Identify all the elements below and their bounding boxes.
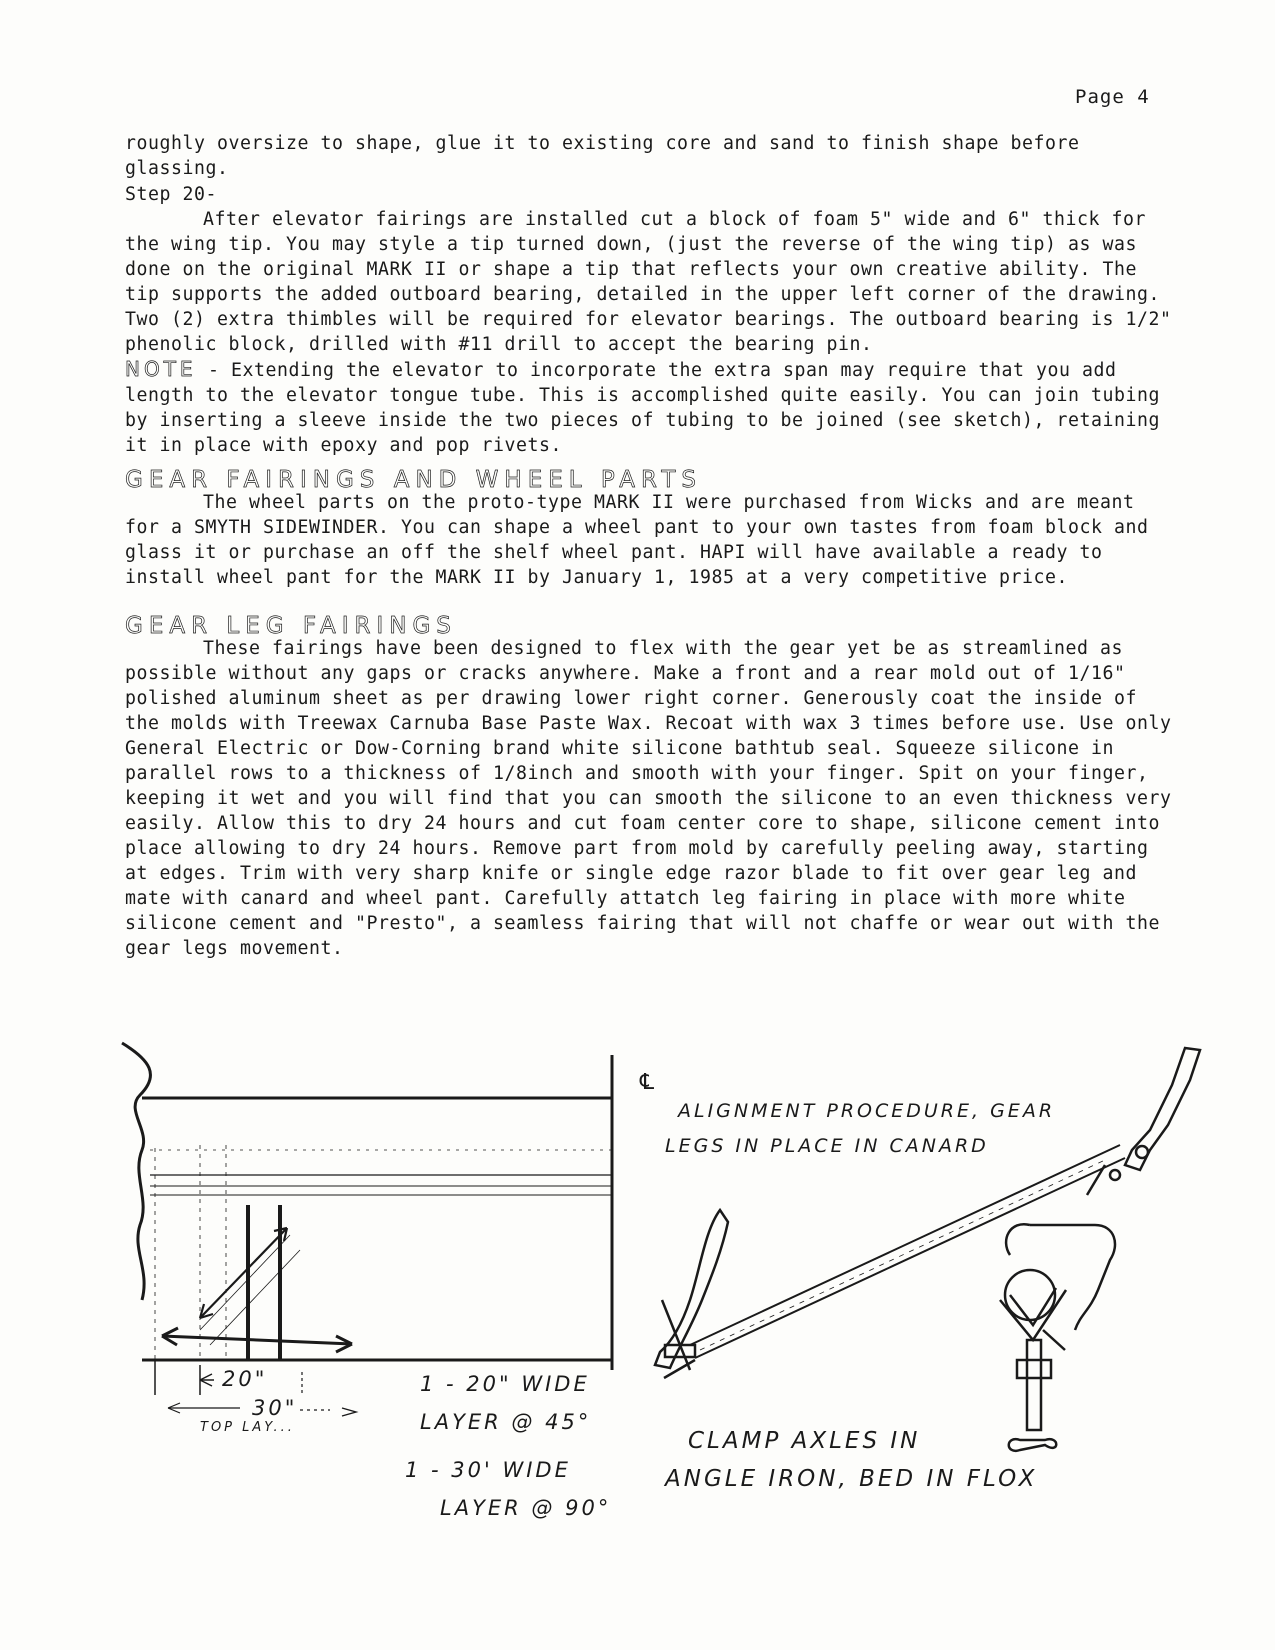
clamp-caption-1: CLAMP AXLES IN — [688, 1428, 921, 1454]
gear-fairings-body: The wheel parts on the proto-type MARK II were purchased from Wicks and are meant for a SMYTH SIDEWINDER. You can shape a wheel pant to your own tastes from foam block and glass it or purchase an off the shelf wheel pant. HAPI will have available a ready to install wheel pant for the MARK II by January 1, 1985 at a very competitive price. — [125, 492, 1149, 588]
dim-20-label: 20" — [222, 1367, 268, 1391]
step-20-body: After elevator fairings are installed cut a block of foam 5" wide and 6" thick for the wing tip. You may style a tip turned down, (just the reverse of the wing tip) as was done on the original MARK II or shape a tip that reflects your own creative ability. The tip supports the added outboard bearing, detailed in the upper left corner of the drawing. Two (2) extra thimbles will be required for elevator bearings. The outboard bearing is 1/2" phenolic block, drilled with #11 drill to accept the bearing pin. — [125, 209, 1172, 355]
top-layer-label: TOP LAY... — [200, 1420, 295, 1435]
layup-sketch — [122, 1043, 612, 1416]
alignment-title-1: ALIGNMENT PROCEDURE, GEAR — [678, 1100, 1056, 1122]
clamp-caption-2: ANGLE IRON, BED IN FLOX — [665, 1466, 1038, 1492]
gear-leg-fairings-body: These fairings have been designed to flex with the gear yet be as streamlined as possible without any gaps or cracks anywhere. Make a front and a rear mold out of 1/16" polished aluminum sheet as per drawing lower right corner. Generously coat the inside of the molds with Treewax Carnuba Base Paste Wax. Recoat with wax 3 times before use. Use only General Electric or Dow-Corning brand white silicone bathtub seal. Squeeze silicone in parallel rows to a thickness of 1/8inch and smooth with your finger. Spit on your finger, keeping it wet and you will find that you can smooth the silicone to an even thickness very easily. Allow this to dry 24 hours and cut foam center core to shape, silicone cement into place allowing to dry 24 hours. Remove part from mold by carefully peeling away, starting at edges. Trim with very sharp knife or single edge razor blade to fit over gear leg and mate with canard and wheel pant. Carefully attatch leg fairing in place with more white silicone cement and "Presto", a seamless fairing that will not chaffe or wear out with the gear legs movement. — [125, 638, 1172, 959]
centerline-symbol: ℄ — [637, 1070, 660, 1095]
heading-gear-leg-fairings: GEAR LEG FAIRINGS — [125, 613, 457, 639]
alignment-title-2: LEGS IN PLACE IN CANARD — [665, 1135, 989, 1157]
intro-line-text: roughly oversize to shape, glue it to existing core and sand to finish shape before glassing. — [125, 133, 1080, 179]
dim-30-label: 30" — [252, 1396, 298, 1420]
note-body: - Extending the elevator to incorporate the extra span may require that you add length to the elevator tongue tube. This is accomplished quite easily. You can join tubing by inserting a sleeve inside the two pieces of tubing to be joined (see sketch), retaining it in place with epoxy and pop rivets. — [125, 360, 1160, 456]
page-number: Page 4 — [1075, 86, 1150, 108]
layup-note-2: 1 - 30' WIDE — [405, 1458, 571, 1482]
heading-gear-fairings: GEAR FAIRINGS AND WHEEL PARTS — [125, 467, 702, 493]
layup-note-1b: LAYER @ 45° — [420, 1410, 592, 1434]
note-label: NOTE — [125, 357, 197, 381]
step-20-label: Step 20- — [125, 184, 217, 205]
layup-note-2b: LAYER @ 90° — [440, 1496, 612, 1520]
layup-note-1: 1 - 20" WIDE — [420, 1372, 590, 1396]
